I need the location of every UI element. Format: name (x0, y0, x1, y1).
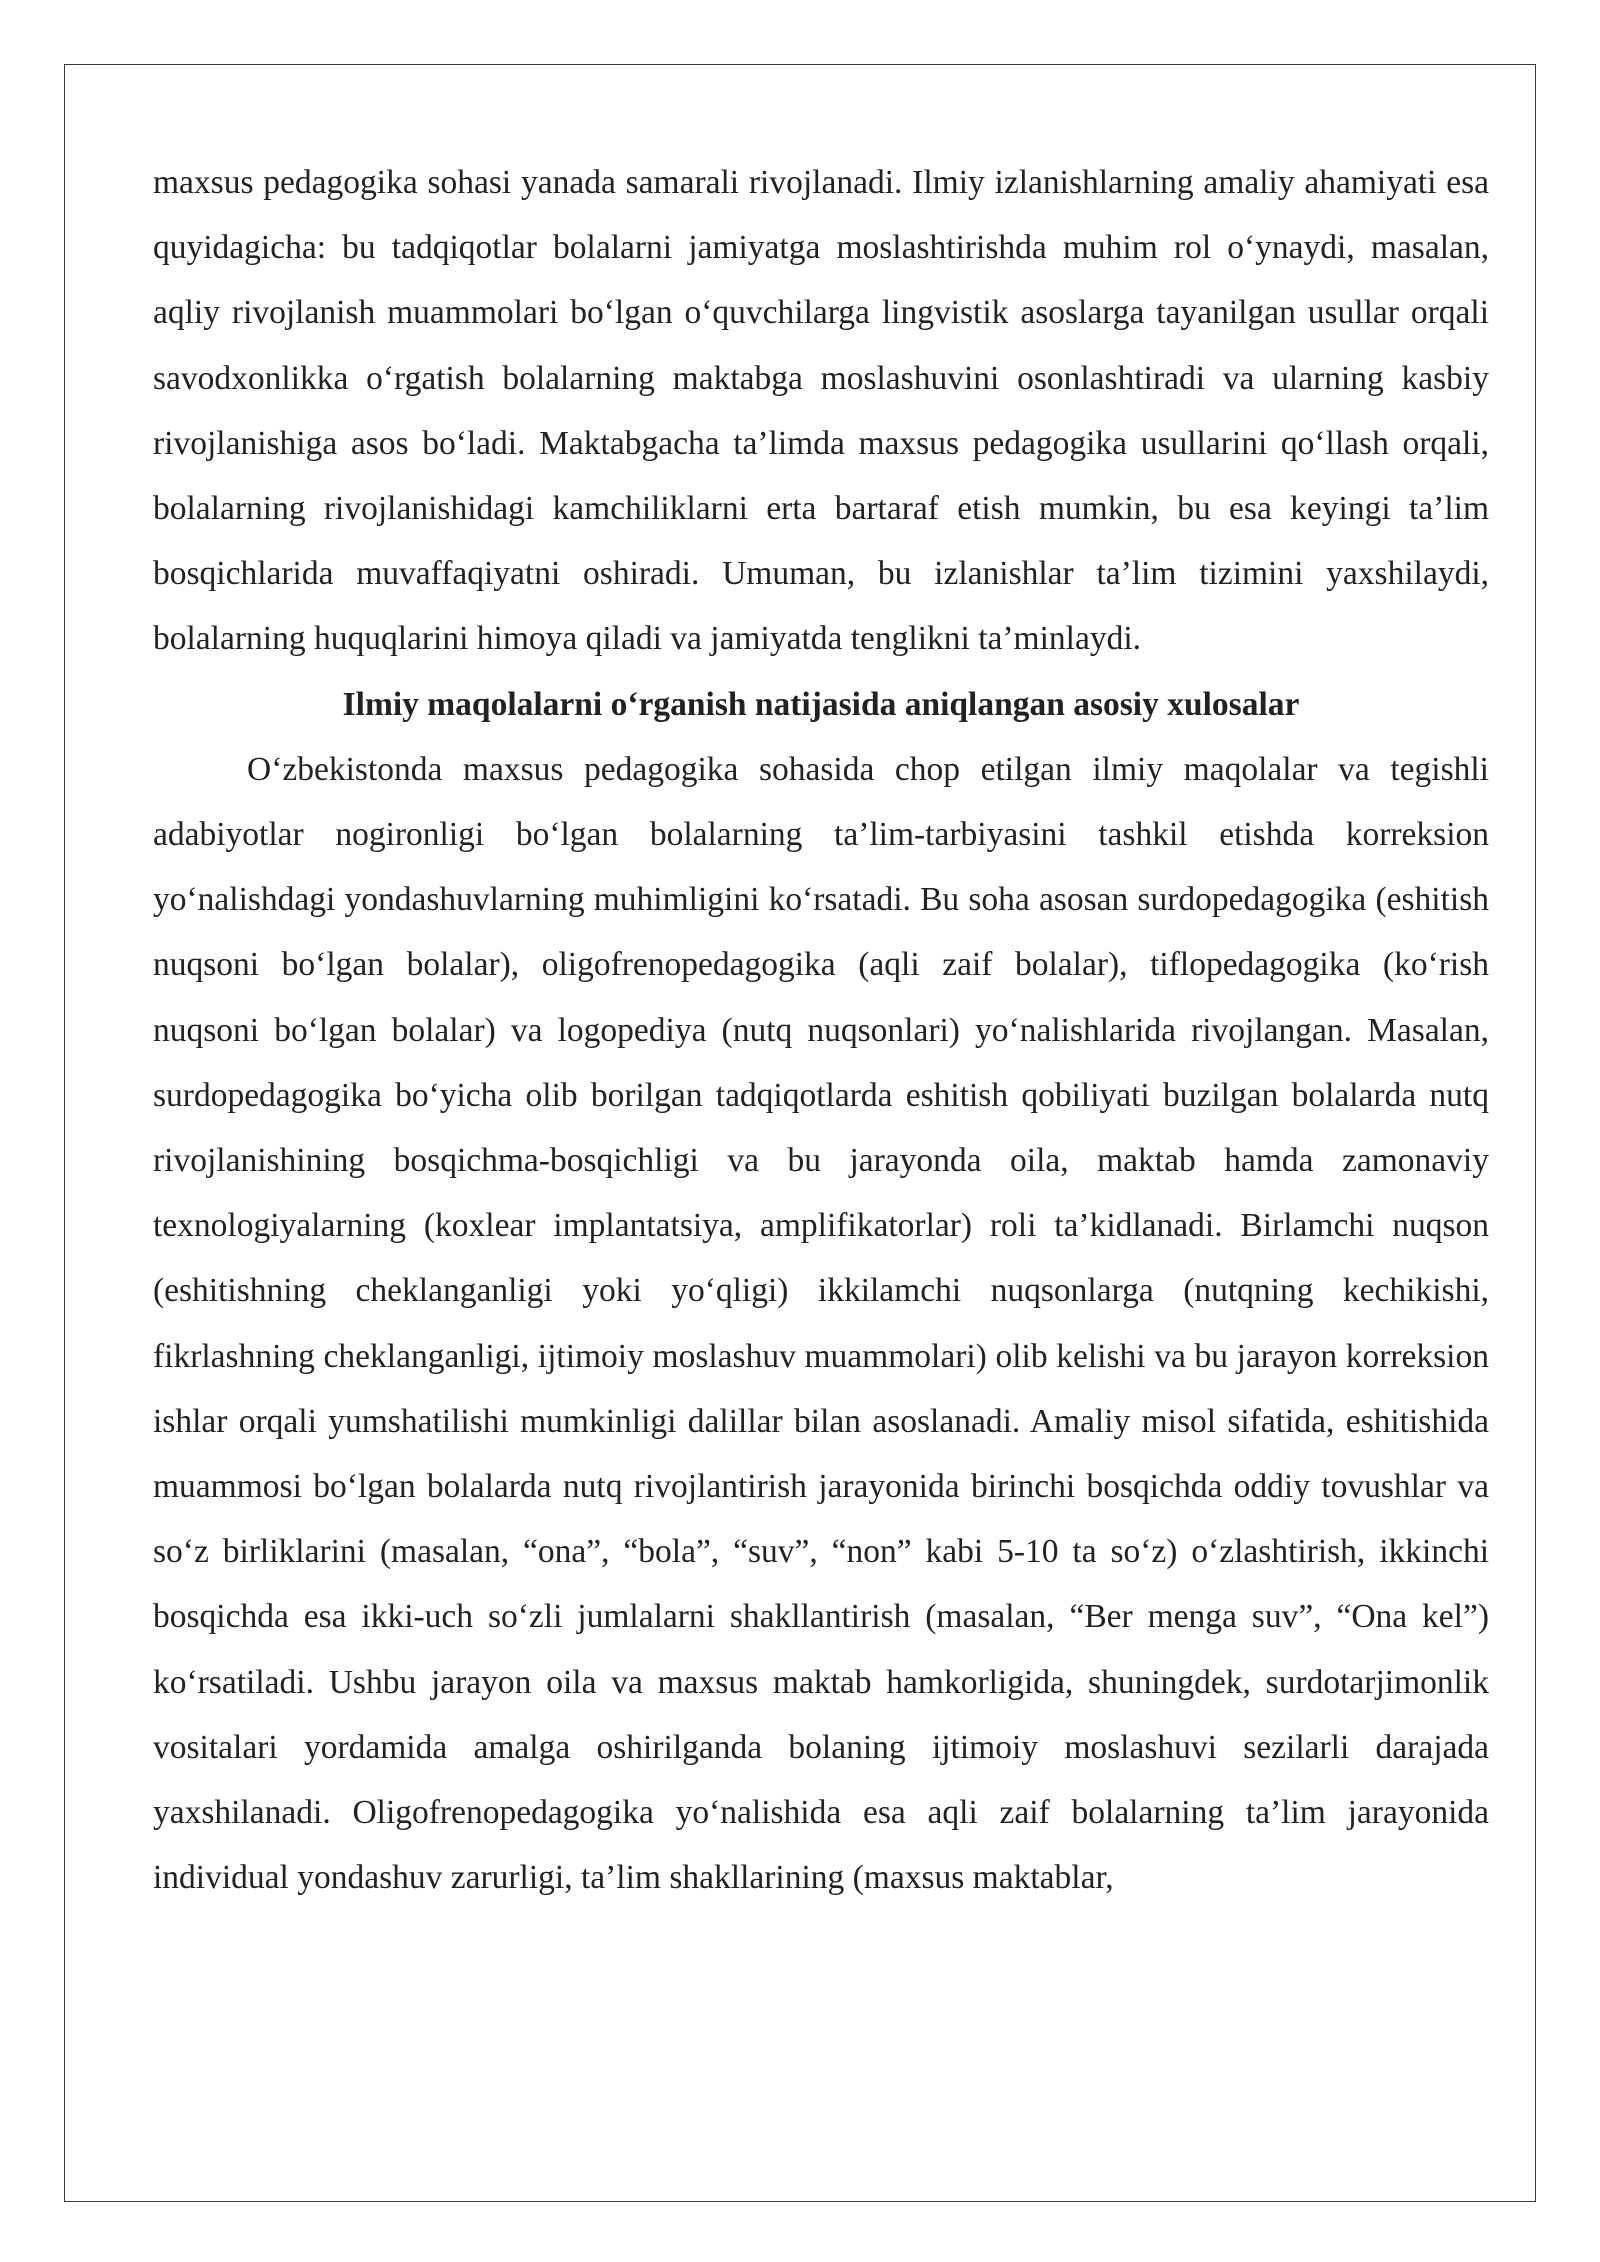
document-body (153, 150, 1489, 1910)
body-paragraph: O‘zbekistonda maxsus pedagogika sohasida chop etilgan ilmiy maqolalar va tegishli adabiyotlar nogironligi bo‘lgan bolalarning ta’lim-tarbiyasini tashkil etishda korreksion yo‘nalishdagi yondashuvlarning muhimligini ko‘rsatadi. Bu soha asosan surdopedagogika (eshitish nuqsoni bo‘lgan bolalar), oligofrenopedagogika (aqli zaif bolalar), tiflopedagogika (ko‘rish nuqsoni bo‘lgan bolalar) va logopediya (nutq nuqsonlari) yo‘nalishlarida rivojlangan. Masalan, surdopedagogika bo‘yicha olib borilgan tadqiqotlarda eshitish qobiliyati buzilgan bolalarda nutq rivojlanishining bosqichma-bosqichligi va bu jarayonda oila, maktab hamda zamonaviy texnologiyalarning (koxlear implantatsiya, amplifikatorlar) roli ta’kidlanadi. Birlamchi nuqson (eshitishning cheklanganligi yoki yo‘qligi) ikkilamchi nuqsonlarga (nutqning kechikishi, fikrlashning cheklanganligi, ijtimoiy moslashuv muammolari) olib kelishi va bu jarayon korreksion ishlar orqali yumshatilishi mumkinligi dalillar bilan asoslanadi. Amaliy misol sifatida, eshitishida muammosi bo‘lgan bolalarda nutq rivojlantirish jarayonida birinchi bosqichda oddiy tovushlar va so‘z birliklarini (masalan, “ona”, “bola”, “suv”, “non” kabi 5-10 ta so‘z) o‘zlashtirish, ikkinchi bosqichda esa ikki-uch so‘zli jumlalarni shakllantirish (masalan, “Ber menga suv”, “Ona kel”) ko‘rsatiladi. Ushbu jarayon oila va maxsus maktab hamkorligida, shuningdek, surdotarjimonlik vositalari yordamida amalga oshirilganda bolaning ijtimoiy moslashuvi sezilarli darajada yaxshilanadi. Oligofrenopedagogika yo‘nalishida esa aqli zaif bolalarning ta’lim jarayonida individual yondashuv zarurligi, ta’lim shakllarining (maxsus maktablar, (153, 750, 1489, 1897)
body-paragraph: maxsus pedagogika sohasi yanada samarali rivojlanadi. Ilmiy izlanishlarning amaliy ahamiyati esa quyidagicha: bu tadqiqotlar bolalarni jamiyatga moslashtirishda muhim rol o‘ynaydi, masalan, aqliy rivojlanish muammolari bo‘lgan o‘quvchilarga lingvistik asoslarga tayanilgan usullar orqali savodxonlikka o‘rgatish bolalarning maktabga moslashuvini osonlashtiradi va ularning kasbiy rivojlanishiga asos bo‘ladi. Maktabgacha ta’limda maxsus pedagogika usullarini qo‘llash orqali, bolalarning rivojlanishidagi kamchiliklarni erta bartaraf etish mumkin, bu esa keyingi ta’lim bosqichlarida muvaffaqiyatni oshiradi. Umuman, bu izlanishlar ta’lim tizimini yaxshilaydi, bolalarning huquqlarini himoya qiladi va jamiyatda tenglikni ta’minlaydi. (153, 164, 1489, 658)
section-heading: Ilmiy maqolalarni o‘rganish natijasida aniqlangan asosiy xulosalar (342, 685, 1300, 723)
